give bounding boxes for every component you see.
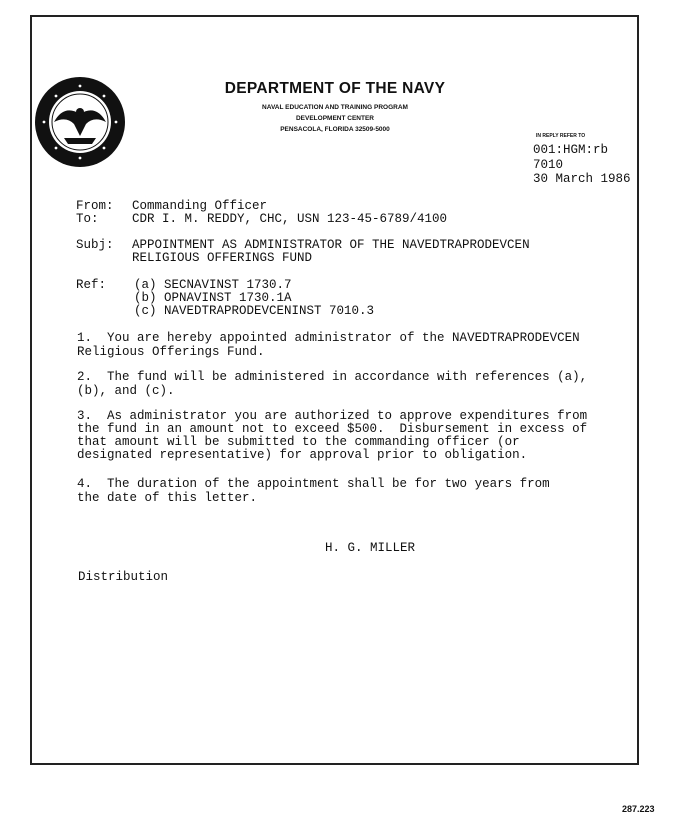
signature-block: H. G. MILLER (325, 541, 416, 555)
ref-item: (a) SECNAVINST 1730.7 (134, 278, 292, 292)
from-label: From: (76, 199, 114, 213)
reply-block (533, 143, 631, 187)
from-value: Commanding Officer (132, 199, 268, 213)
letterhead (170, 80, 500, 135)
department-title: DEPARTMENT OF THE NAVY (224, 80, 446, 97)
distribution-label: Distribution (78, 570, 169, 584)
paragraph-3-line: 3. As administrator you are authorized to approve expenditures from (77, 409, 588, 423)
paragraph-2-line: 2. The fund will be administered in accordance with references (a), (77, 370, 588, 384)
ref-label: Ref: (76, 278, 107, 292)
reply-refer-label: IN REPLY REFER TO (536, 133, 586, 139)
navy-seal-icon (34, 76, 126, 168)
subj-line: APPOINTMENT AS ADMINISTRATOR OF THE NAVEDTRAPRODEVCEN (132, 238, 530, 252)
paragraph-3-line: designated representative) for approval prior to obligation. (77, 448, 528, 462)
subj-label: Subj: (76, 238, 114, 252)
to-label: To: (76, 212, 99, 226)
paragraph-1-line: 1. You are hereby appointed administrator of the NAVEDTRAPRODEVCEN (77, 331, 580, 345)
paragraph-3-line: that amount will be submitted to the commanding officer (or (77, 435, 520, 449)
letterhead-line: DEVELOPMENT CENTER (295, 115, 374, 122)
reply-code: 001:HGM:rb (533, 143, 609, 157)
paragraph-4-line: 4. The duration of the appointment shall be for two years from (77, 477, 550, 491)
letterhead-address: PENSACOLA, FLORIDA 32509-5000 (280, 126, 390, 133)
to-value: CDR I. M. REDDY, CHC, USN 123-45-6789/4100 (132, 212, 448, 226)
paragraph-2-line: (b), and (c). (77, 384, 175, 398)
reply-ssic: 7010 (533, 157, 564, 172)
subj-line: RELIGIOUS OFFERINGS FUND (132, 251, 313, 265)
letterhead-line: NAVAL EDUCATION AND TRAINING PROGRAM (262, 104, 408, 111)
ref-item: (c) NAVEDTRAPRODEVCENINST 7010.3 (134, 304, 375, 318)
figure-number: 287.223 (622, 804, 655, 814)
paragraph-4-line: the date of this letter. (77, 491, 258, 505)
letter-date: 30 March 1986 (533, 172, 631, 186)
paragraph-3-line: the fund in an amount not to exceed $500. Disbursement in excess of (77, 422, 588, 436)
paragraph-1-line: Religious Offerings Fund. (77, 345, 265, 359)
ref-item: (b) OPNAVINST 1730.1A (134, 291, 292, 305)
